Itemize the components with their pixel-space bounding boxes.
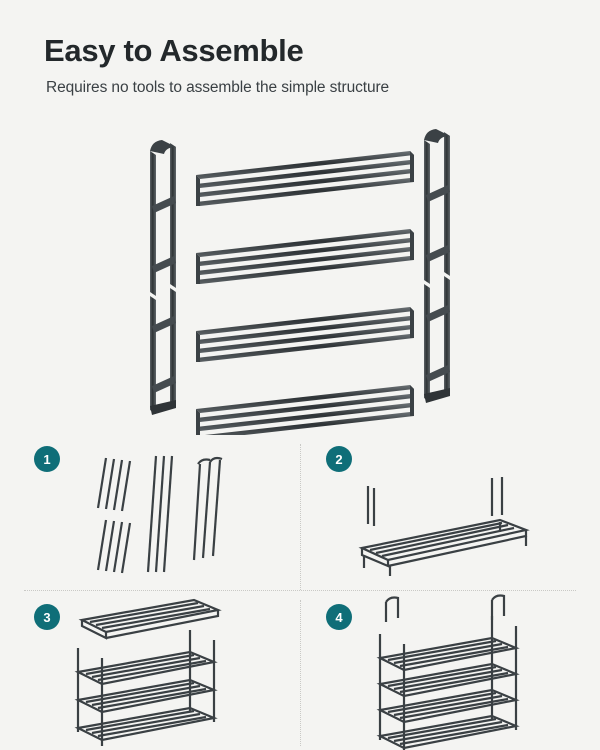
shelf-tier-4	[196, 385, 414, 435]
header	[44, 34, 560, 97]
step-1	[0, 438, 300, 590]
right-side-frame	[424, 129, 450, 403]
shelf-tier-1	[196, 151, 414, 206]
steps-grid	[0, 438, 600, 750]
hero-rack-svg	[0, 110, 600, 435]
left-side-frame	[150, 140, 176, 415]
page-subtitle: Requires no tools to assemble the simple structure	[46, 79, 390, 97]
step-2	[300, 438, 600, 590]
step-4-badge: 4	[326, 604, 352, 630]
step-2-badge: 2	[326, 446, 352, 472]
page-title: Easy to Assemble	[44, 33, 304, 68]
step-4	[300, 594, 600, 750]
step-3-badge: 3	[34, 604, 60, 630]
step-1-art	[90, 450, 240, 580]
step-1-badge: 1	[34, 446, 60, 472]
shelf-tier-3	[196, 307, 414, 362]
step-2-art	[350, 476, 550, 586]
shelf-tier-2	[196, 229, 414, 284]
step-3	[0, 594, 300, 750]
step-3-art	[62, 598, 242, 750]
divider-horizontal	[24, 590, 576, 591]
hero-illustration	[0, 110, 600, 435]
step-4-art	[364, 594, 554, 750]
